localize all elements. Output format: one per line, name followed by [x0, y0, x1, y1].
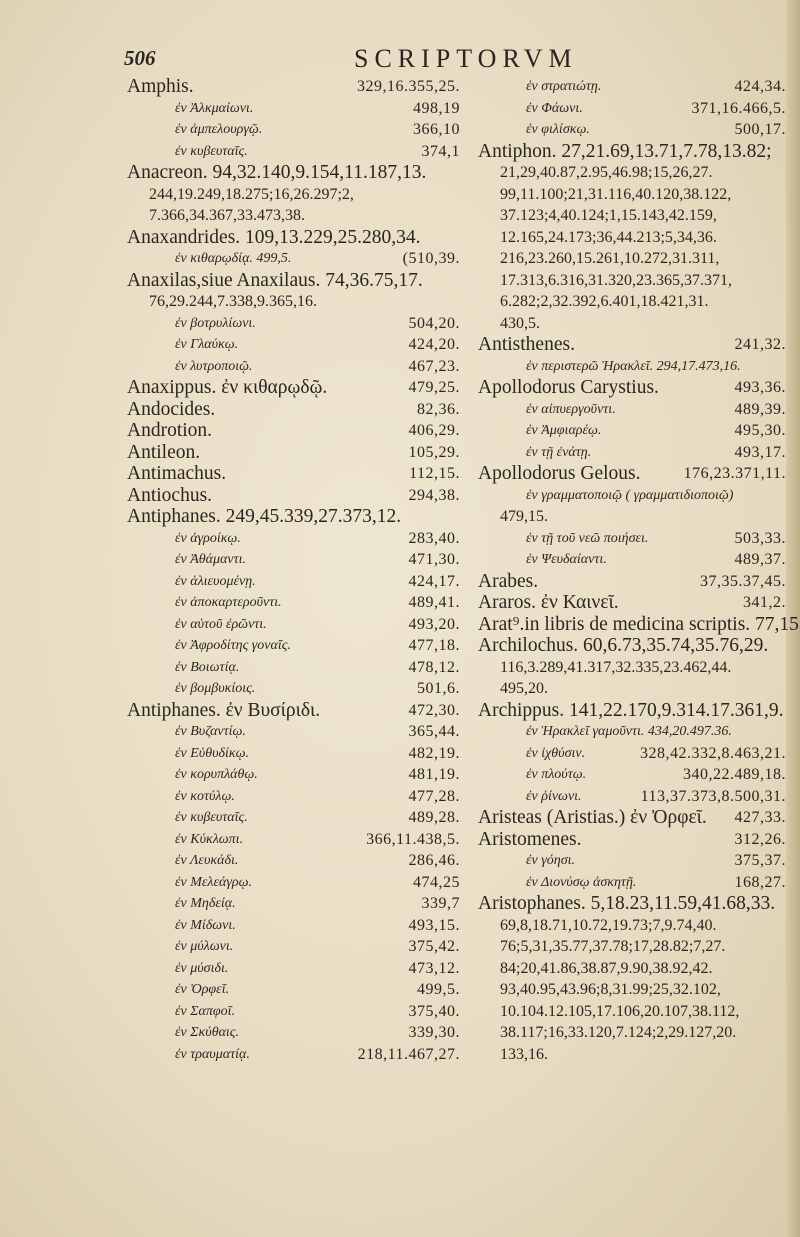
index-entry-sub	[478, 356, 786, 378]
entry-text: Archippus. 141,22.170,9.314.17.361,9.	[478, 699, 784, 721]
index-entry-main	[127, 420, 460, 442]
entry-reference: 472,30.	[408, 701, 460, 719]
entry-text: Antiphanes. 249,45.339,27.373,12.	[127, 506, 402, 527]
entry-reference: 474,25	[413, 873, 460, 891]
entry-text: 7.366,34.367,33.473,38.	[149, 207, 305, 224]
index-entry-sub	[127, 743, 460, 765]
index-entry-cont	[478, 958, 786, 980]
index-entry-sub	[127, 657, 460, 679]
entry-reference: 241,32.	[734, 336, 786, 353]
entry-text: Antiphon. 27,21.69,13.71,7.78,13.82;	[478, 140, 772, 162]
entry-text: ἐν βοτρυλίωνι.	[175, 315, 256, 331]
entry-reference: 503,33.	[734, 529, 786, 547]
entry-text: ἐν κυβευταῖς.	[175, 143, 248, 159]
index-entry-sub	[478, 721, 786, 743]
entry-text: 12.165,24.173;36,44.213;5,34,36.	[500, 228, 717, 246]
index-entry-cont	[478, 678, 786, 700]
index-entry-sub	[478, 786, 786, 808]
index-entry-sub	[127, 1001, 460, 1023]
index-entry-sub	[127, 614, 460, 636]
index-entry-sub	[127, 313, 460, 335]
index-entry-sub	[127, 1044, 460, 1066]
index-entry-main	[478, 571, 786, 593]
entry-text: ἐν κοτύλῳ.	[175, 788, 235, 804]
entry-text: ἐν Μελεάγρῳ.	[175, 874, 252, 890]
entry-text: Aristeas (Aristias.) ἐν Ὀρφεῖ.	[478, 807, 707, 828]
entry-text: 37.123;4,40.124;1,15.143,42.159,	[500, 207, 717, 224]
index-entry-sub	[127, 979, 460, 1001]
entry-text: ἐν αὑτοῦ ἐρῶντι.	[175, 616, 267, 632]
entry-text: ἐν τῇ τοῦ νεῶ ποιήσει.	[526, 530, 649, 546]
entry-text: Apollodorus Carystius.	[478, 377, 659, 398]
entry-text: ἐν βομβυκίοις.	[175, 681, 256, 696]
entry-text: ἐν πλούτῳ.	[526, 767, 587, 782]
entry-reference: 489,37.	[734, 551, 786, 568]
entry-reference: 482,19.	[408, 744, 460, 762]
entry-reference: 477,28.	[408, 787, 460, 805]
index-entry-main	[478, 141, 786, 163]
entry-reference: 312,26.	[734, 830, 786, 848]
entry-reference: 105,29.	[408, 443, 460, 461]
entry-text: Antiochus.	[127, 484, 213, 506]
index-entry-sub	[478, 549, 786, 571]
index-entry-sub	[478, 420, 786, 442]
entry-reference: 424,17.	[408, 572, 460, 590]
entry-reference: 328,42.332,8.463,21.	[640, 744, 786, 762]
entry-text: ἐν τραυματίᾳ.	[175, 1046, 250, 1062]
entry-text: 216,23.260,15.261,10.272,31.311,	[500, 250, 720, 267]
entry-text: 479,15.	[500, 508, 548, 525]
entry-text: 495,20.	[500, 680, 548, 697]
entry-reference: 366,10	[413, 121, 460, 138]
index-entry-cont	[478, 506, 786, 528]
entry-text: 133,16.	[500, 1045, 548, 1063]
entry-text: ἐν τῇ ἐνάτῃ.	[526, 444, 592, 460]
entry-reference: 501,6.	[417, 680, 460, 697]
index-entry-main	[478, 635, 786, 657]
index-entry-sub	[478, 528, 786, 550]
entry-text: 430,5.	[500, 314, 540, 332]
entry-text: ἐν Ἀφροδίτης γοναῖς.	[175, 638, 291, 653]
entry-reference: 489,41.	[408, 594, 460, 611]
index-entry-main	[478, 807, 786, 829]
entry-reference: 477,18.	[408, 637, 460, 654]
index-entry-main	[478, 592, 786, 614]
entry-reference: 471,30.	[408, 551, 460, 568]
entry-text: ἐν Ψευδαίαντι.	[526, 552, 607, 567]
index-entry-main	[478, 334, 786, 356]
entry-text: Anaxippus. ἐν κιθαρῳδῷ.	[127, 377, 328, 398]
index-column-left	[127, 76, 460, 1065]
entry-text: ἐν Λευκάδι.	[175, 853, 239, 868]
entry-reference: 375,42.	[408, 938, 460, 955]
entry-text: ἐν Διονύσῳ ἀσκητῇ.	[526, 874, 637, 890]
entry-reference: 340,22.489,18.	[683, 766, 786, 783]
entry-text: Apollodorus Gelous.	[478, 463, 641, 484]
entry-text: ἐν ἀποκαρτεροῦντι.	[175, 595, 282, 610]
index-entry-sub	[127, 635, 460, 657]
entry-reference: 473,12.	[408, 959, 460, 977]
entry-reference: 374,1	[421, 142, 460, 160]
entry-reference: 481,19.	[408, 766, 460, 783]
index-entry-cont	[127, 184, 460, 206]
entry-text: ἐν κυβευταῖς.	[175, 810, 248, 825]
running-title: SCRIPTORVM	[354, 44, 578, 73]
entry-text: ἐν ἀμπελουργῷ.	[175, 122, 263, 137]
entry-reference: 467,23.	[408, 357, 460, 375]
index-entry-main	[127, 485, 460, 507]
index-entry-main	[127, 399, 460, 421]
entry-text: Antiphanes. ἐν Βυσίριδι.	[127, 699, 321, 721]
entry-text: Amphis.	[127, 76, 194, 97]
entry-text: 10.104.12.105,17.106,20.107,38.112,	[500, 1002, 740, 1020]
index-entry-cont	[478, 227, 786, 249]
entry-text: ἐν Βυζαντίῳ.	[175, 724, 246, 739]
entry-text: ἐν Σαπφοῖ.	[175, 1003, 236, 1019]
entry-text: ἐν μύσιδι.	[175, 960, 229, 976]
entry-text: ἐν κορυπλάθῳ.	[175, 767, 258, 782]
entry-reference: 176,23.371,11.	[683, 465, 786, 482]
index-entry-cont	[478, 979, 786, 1001]
entry-text: 17.313,6.316,31.320,23.365,37.371,	[500, 271, 732, 289]
entry-reference: 294,38.	[408, 486, 460, 504]
index-entry-sub	[127, 958, 460, 980]
index-entry-main	[127, 506, 460, 528]
index-entry-cont	[478, 1022, 786, 1044]
entry-reference: 495,30.	[734, 422, 786, 439]
entry-reference: 341,2.	[743, 594, 786, 611]
entry-reference: 424,34.	[734, 78, 786, 95]
entry-reference: 283,40.	[408, 529, 460, 547]
index-entry-sub	[478, 98, 786, 120]
index-entry-sub	[127, 141, 460, 163]
entry-text: Archilochus. 60,6.73,35.74,35.76,29.	[478, 635, 769, 656]
entry-text: Aristomenes.	[478, 828, 582, 850]
entry-reference: 365,44.	[408, 723, 460, 740]
index-entry-main	[127, 162, 460, 184]
index-entry-sub	[127, 721, 460, 743]
index-entry-cont	[478, 248, 786, 270]
index-entry-sub	[127, 334, 460, 356]
entry-text: ἐν Μίδωνι.	[175, 917, 236, 933]
index-entry-sub	[127, 528, 460, 550]
entry-reference: 504,20.	[408, 314, 460, 332]
entry-text: 38.117;16,33.120,7.124;2,29.127,20.	[500, 1024, 737, 1041]
entry-text: Androtion.	[127, 420, 213, 441]
entry-text: ἐν Ἀθάμαντι.	[175, 552, 246, 567]
entry-text: ἐν μύλωνι.	[175, 939, 234, 954]
entry-text: ἐν Ἀμφιαρέῳ.	[526, 423, 602, 438]
entry-text: ἐν περιστερῶ Ἠρακλεῖ. 294,17.473,16.	[526, 358, 741, 374]
index-entry-sub	[127, 936, 460, 958]
page-header	[0, 44, 800, 78]
index-entry-cont	[478, 915, 786, 937]
index-entry-sub	[127, 915, 460, 937]
entry-text: Aristophanes. 5,18.23,11.59,41.68,33.	[478, 893, 776, 914]
entry-text: ἐν Ὀρφεῖ.	[175, 982, 230, 997]
index-entry-sub	[127, 1022, 460, 1044]
entry-reference: 493,36.	[734, 379, 786, 396]
index-entry-main	[478, 829, 786, 851]
index-entry-sub	[478, 119, 786, 141]
index-entry-sub	[478, 485, 786, 507]
entry-reference: 82,36.	[417, 400, 460, 418]
index-entry-cont	[478, 313, 786, 335]
entry-text: ἐν Φάωνι.	[526, 100, 583, 116]
entry-text: 244,19.249,18.275;16,26.297;2,	[149, 185, 354, 203]
entry-text: 84;20,41.86,38.87,9.90,38.92,42.	[500, 959, 713, 977]
entry-reference: 427,33.	[734, 809, 786, 826]
entry-reference: 375,37.	[734, 852, 786, 869]
index-entry-main	[478, 377, 786, 399]
index-entry-sub	[127, 764, 460, 786]
index-entry-sub	[127, 248, 460, 270]
entry-reference: 218,11.467,27.	[357, 1045, 460, 1063]
entry-text: ἐν λυτροποιῷ.	[175, 358, 253, 374]
index-entry-sub	[127, 98, 460, 120]
index-entry-sub	[127, 807, 460, 829]
entry-text: Anaxilas,siue Anaxilaus. 74,36.75,17.	[127, 269, 423, 291]
index-entry-cont	[478, 936, 786, 958]
entry-reference: 498,19	[413, 99, 460, 117]
entry-text: Antimachus.	[127, 463, 227, 484]
entry-reference: 479,25.	[408, 379, 460, 396]
index-entry-main	[478, 893, 786, 915]
index-entry-main	[478, 700, 786, 722]
entry-text: ἐν Ἡρακλεῖ γαμοῦντι. 434,20.497.36.	[526, 724, 732, 739]
entry-reference: 339,30.	[408, 1024, 460, 1041]
entry-reference: 286,46.	[408, 852, 460, 869]
index-entry-main	[127, 76, 460, 98]
index-entry-sub	[478, 850, 786, 872]
index-entry-sub	[478, 764, 786, 786]
entry-text: Anacreon. 94,32.140,9.154,11.187,13.	[127, 162, 427, 183]
index-entry-cont	[478, 205, 786, 227]
index-entry-main	[478, 613, 799, 636]
entry-text: ἐν ἰχθύσιν.	[526, 745, 586, 761]
entry-reference: 493,20.	[408, 615, 460, 633]
entry-reference: 493,15.	[408, 916, 460, 934]
index-entry-cont	[127, 205, 460, 227]
index-entry-sub	[478, 442, 786, 464]
index-entry-sub	[478, 743, 786, 765]
index-entry-sub	[127, 850, 460, 872]
entry-reference: 329,16.355,25.	[357, 78, 460, 95]
index-entry-sub	[478, 76, 786, 98]
entry-text: Antileon.	[127, 441, 201, 463]
entry-text: ἐν Κύκλωπι.	[175, 831, 244, 847]
index-entry-sub	[127, 786, 460, 808]
index-entry-sub	[127, 549, 460, 571]
entry-text: 93,40.95,43.96;8,31.99;25,32.102,	[500, 981, 721, 998]
entry-text: 6.282;2,32.392,6.401,18.421,31.	[500, 293, 709, 310]
index-entry-sub	[127, 893, 460, 915]
entry-reference: 375,40.	[408, 1002, 460, 1020]
entry-reference: 424,20.	[408, 336, 460, 353]
entry-reference: 37,35.37,45.	[700, 572, 786, 590]
entry-reference: 406,29.	[408, 422, 460, 439]
entry-text: 21,29,40.87,2.95,46.98;15,26,27.	[500, 164, 713, 181]
index-entry-main	[127, 377, 460, 399]
entry-text: 69,8,18.71,10.72,19.73;7,9.74,40.	[500, 916, 717, 934]
index-entry-main	[127, 227, 460, 249]
entry-text: ἐν στρατιώτῃ.	[526, 79, 602, 94]
index-entry-cont	[478, 1001, 786, 1023]
entry-reference: 489,39.	[734, 400, 786, 418]
entry-text: ἐν ἀγροίκῳ.	[175, 530, 241, 546]
index-entry-cont	[478, 1044, 786, 1066]
entry-text: 99,11.100;21,31.116,40.120,38.122,	[500, 185, 732, 203]
entry-text: ἐν γόησι.	[526, 853, 575, 868]
index-entry-sub	[478, 399, 786, 421]
page-number: 506	[124, 46, 156, 70]
entry-text: 76,29.244,7.338,9.365,16.	[149, 293, 317, 310]
index-entry-main	[127, 442, 460, 464]
index-entry-main	[478, 463, 786, 485]
entry-reference: 489,28.	[408, 809, 460, 826]
entry-text: ἐν κιθαρῳδίᾳ. 499,5.	[175, 251, 292, 266]
entry-text: 76;5,31,35.77,37.78;17,28.82;7,27.	[500, 938, 726, 955]
index-column-right	[478, 76, 799, 1065]
entry-reference: 112,15.	[409, 465, 460, 482]
entry-text: ἐν αἰπυεργοῦντι.	[526, 401, 616, 417]
entry-reference: (510,39.	[402, 250, 460, 267]
entry-text: Arat⁹.in libris de medicina scriptis. 77,15	[478, 613, 799, 635]
index-entry-cont	[478, 162, 786, 184]
entry-reference: 478,12.	[408, 658, 460, 676]
entry-reference: 493,17.	[734, 443, 786, 461]
entry-reference: 168,27.	[734, 873, 786, 891]
entry-text: Araros. ἐν Καινεῖ.	[478, 592, 619, 613]
entry-text: Antisthenes.	[478, 334, 575, 355]
entry-reference: 499,5.	[417, 981, 460, 998]
index-entry-cont	[478, 270, 786, 292]
index-entry-cont	[127, 291, 460, 313]
entry-text: ἐν Ἀλκμαίωνι.	[175, 100, 254, 116]
entry-text: ἐν Εὐθυδίκῳ.	[175, 745, 250, 761]
index-entry-sub	[127, 678, 460, 700]
entry-text: Andocides.	[127, 398, 216, 420]
index-entry-sub	[127, 571, 460, 593]
entry-text: ἐν Μηδείᾳ.	[175, 896, 236, 911]
index-entry-sub	[127, 356, 460, 378]
entry-reference: 113,37.373,8.500,31.	[640, 787, 786, 805]
entry-text: ἐν Γλαύκῳ.	[175, 337, 239, 352]
entry-reference: 339,7	[421, 895, 460, 912]
index-entry-sub	[127, 872, 460, 894]
entry-text: ἐν ἁλιευομένῃ.	[175, 573, 256, 589]
index-entry-main	[127, 270, 460, 292]
index-entry-sub	[127, 829, 460, 851]
entry-text: ἐν γραμματοποιῷ ( γραμματιδιοποιῷ)	[526, 487, 734, 503]
index-entry-main	[127, 463, 460, 485]
index-entry-cont	[478, 657, 786, 679]
entry-text: 116,3.289,41.317,32.335,23.462,44.	[500, 658, 732, 676]
entry-reference: 366,11.438,5.	[366, 830, 460, 848]
index-entry-sub	[478, 872, 786, 894]
entry-text: ἐν Βοιωτίᾳ.	[175, 659, 240, 675]
entry-text: ἐν φιλίσκῳ.	[526, 122, 590, 137]
entry-reference: 371,16.466,5.	[691, 99, 786, 117]
entry-text: Arabes.	[478, 570, 539, 592]
entry-reference: 500,17.	[734, 121, 786, 138]
index-entry-sub	[127, 119, 460, 141]
index-entry-main	[127, 700, 460, 722]
entry-text: ἐν Σκύθαις.	[175, 1025, 239, 1040]
entry-text: Anaxandrides. 109,13.229,25.280,34.	[127, 226, 421, 248]
entry-text: ἐν ῥίνωνι.	[526, 788, 582, 804]
index-entry-cont	[478, 184, 786, 206]
index-entry-sub	[127, 592, 460, 614]
index-entry-cont	[478, 291, 786, 313]
